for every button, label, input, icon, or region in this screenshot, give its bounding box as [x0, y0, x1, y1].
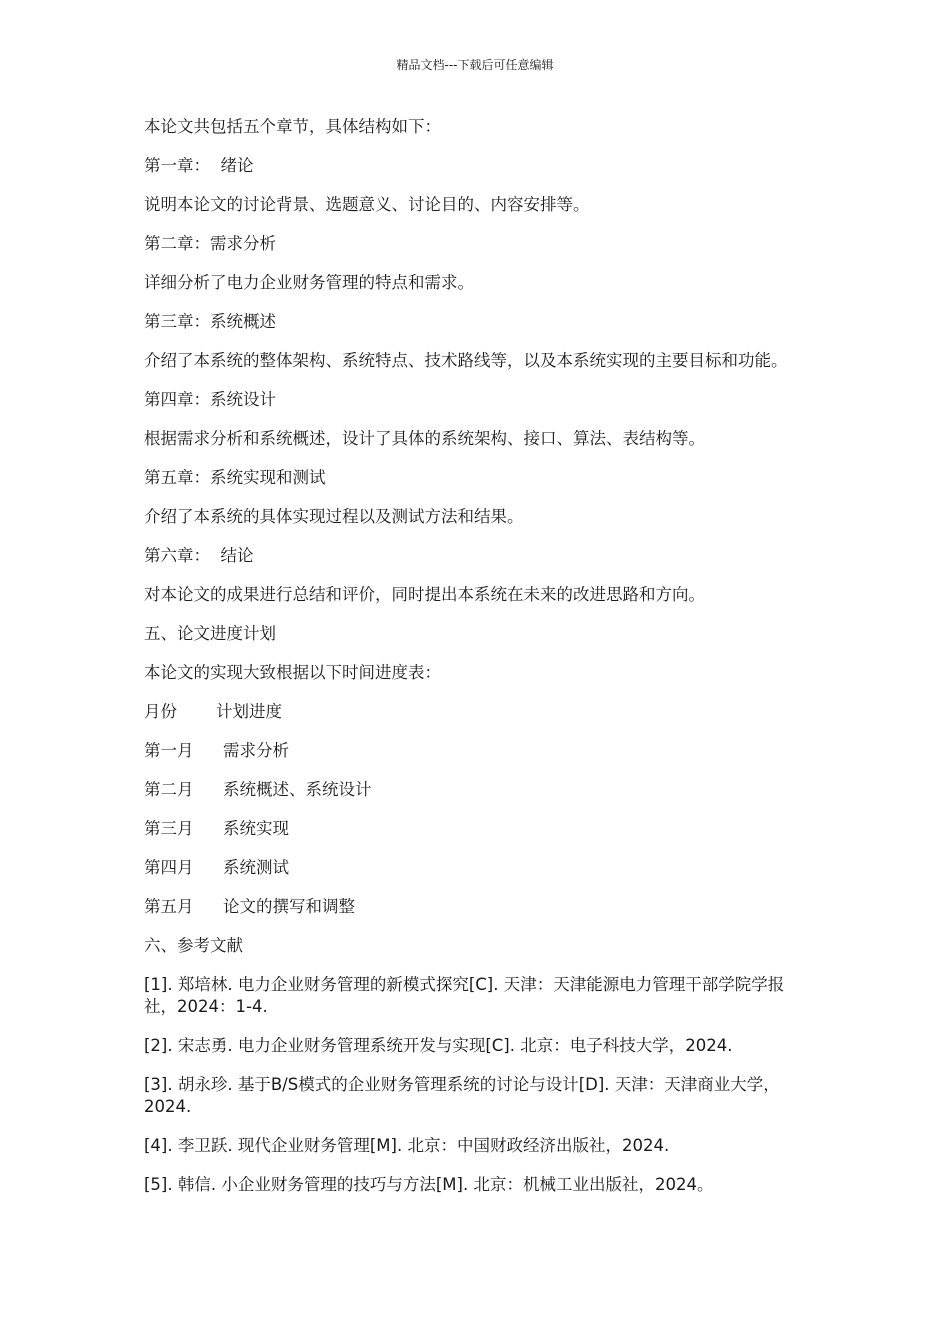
schedule-month: 第三月	[144, 819, 194, 838]
page-header: 精品文档---下载后可任意编辑	[396, 58, 554, 72]
schedule-month: 第五月	[144, 897, 194, 916]
reference-item-5: [5]. 韩信. 小企业财务管理的技巧与方法[M]. 北京：机械工业出版社，2024。	[144, 1175, 714, 1194]
structure-intro: 本论文共包括五个章节，具体结构如下：	[144, 117, 441, 136]
chapter-2-title: 第二章：需求分析	[144, 234, 276, 253]
chapter-1-desc: 说明本论文的讨论背景、选题意义、讨论目的、内容安排等。	[144, 195, 590, 214]
schedule-month: 第一月	[144, 741, 194, 760]
schedule-heading: 五、论文进度计划	[144, 624, 276, 643]
chapter-1-title: 第一章： 绪论	[144, 156, 254, 175]
schedule-plan: 需求分析	[223, 741, 289, 760]
schedule-plan: 系统概述、系统设计	[223, 780, 372, 799]
schedule-plan: 系统实现	[223, 819, 289, 838]
chapter-4-title: 第四章：系统设计	[144, 390, 276, 409]
reference-item-1: [1]. 郑培林. 电力企业财务管理的新模式探究[C]. 天津：天津能源电力管理干部学院学报社，2024：1-4.	[144, 975, 785, 1016]
references-heading: 六、参考文献	[144, 936, 243, 955]
schedule-row	[144, 779, 804, 801]
chapter-4-desc: 根据需求分析和系统概述，设计了具体的系统架构、接口、算法、表结构等。	[144, 429, 705, 448]
chapter-5-title: 第五章：系统实现和测试	[144, 468, 326, 487]
reference-item-2: [2]. 宋志勇. 电力企业财务管理系统开发与实现[C]. 北京：电子科技大学，2024.	[144, 1036, 733, 1055]
schedule-plan: 论文的撰写和调整	[223, 897, 355, 916]
schedule-row	[144, 818, 804, 840]
reference-item-4: [4]. 李卫跃. 现代企业财务管理[M]. 北京：中国财政经济出版社，2024.	[144, 1136, 670, 1155]
chapter-2-desc: 详细分析了电力企业财务管理的特点和需求。	[144, 273, 474, 292]
schedule-row	[144, 740, 804, 762]
chapter-6-title: 第六章： 结论	[144, 546, 254, 565]
chapter-3-title: 第三章：系统概述	[144, 312, 276, 331]
schedule-col-month: 月份	[144, 702, 177, 721]
document-body	[144, 116, 804, 1213]
schedule-row	[144, 896, 804, 918]
reference-item-3: [3]. 胡永珍. 基于B/S模式的企业财务管理系统的讨论与设计[D]. 天津：天津商业大学，2024.	[144, 1075, 780, 1116]
chapter-6-desc: 对本论文的成果进行总结和评价，同时提出本系统在未来的改进思路和方向。	[144, 585, 705, 604]
schedule-col-plan: 计划进度	[216, 702, 282, 721]
schedule-plan: 系统测试	[223, 858, 289, 877]
schedule-row	[144, 857, 804, 879]
schedule-month: 第二月	[144, 780, 194, 799]
schedule-header-row	[144, 701, 804, 723]
schedule-month: 第四月	[144, 858, 194, 877]
chapter-5-desc: 介绍了本系统的具体实现过程以及测试方法和结果。	[144, 507, 524, 526]
schedule-intro: 本论文的实现大致根据以下时间进度表：	[144, 663, 441, 682]
chapter-3-desc: 介绍了本系统的整体架构、系统特点、技术路线等，以及本系统实现的主要目标和功能。	[144, 351, 788, 370]
